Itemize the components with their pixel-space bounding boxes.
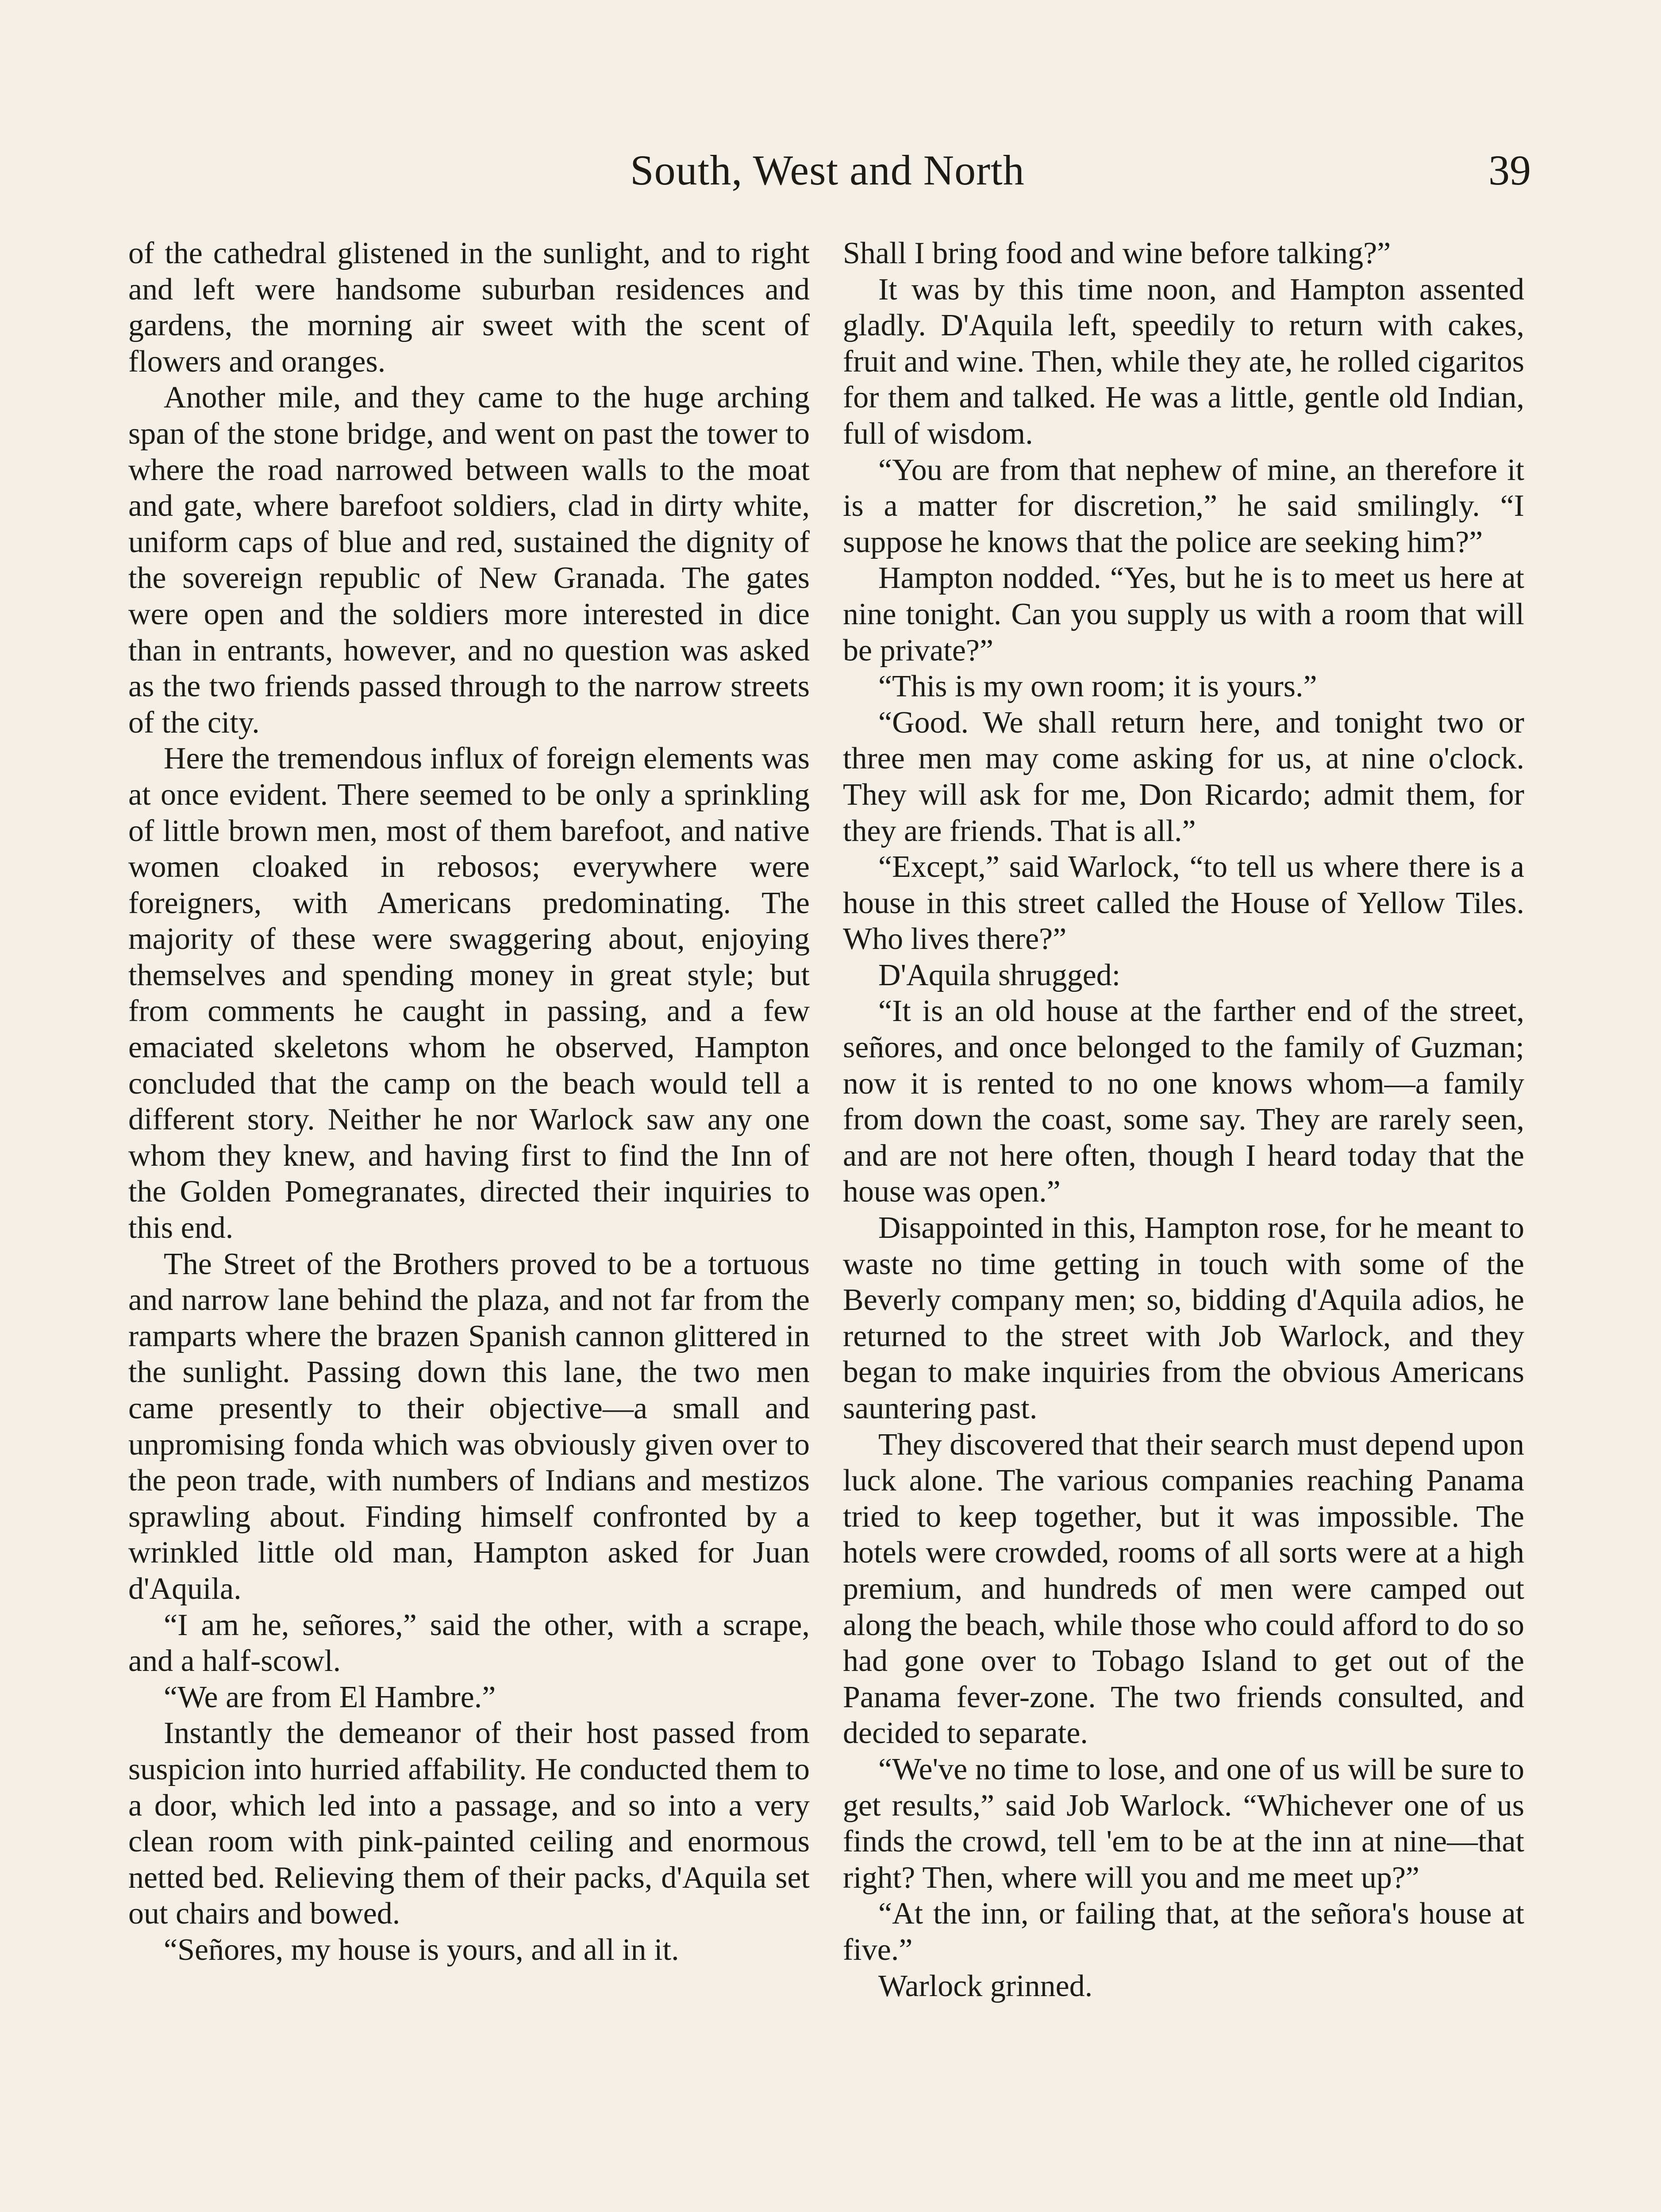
- paragraph: Instantly the demeanor of their host passed from suspicion into hurried affability. He conducted them to a door, which led into a passage, and so into a very clean room with pink-painted ceiling and enormous netted bed. Relieving them of their packs, d'Aquila set out chairs and bowed.: [128, 1716, 810, 1931]
- paragraph: “At the inn, or failing that, at the señora's house at five.”: [843, 1897, 1524, 1967]
- paragraph: D'Aquila shrugged:: [878, 958, 1121, 992]
- paragraph: It was by this time noon, and Hampton assented gladly. D'Aquila left, speedily to return with cakes, fruit and wine. Then, while they ate, he rolled cigaritos for them and talked. He was a little, gentle old Indian, full of wisdom.: [843, 272, 1524, 451]
- paragraph: “Good. We shall return here, and tonight two or three men may come asking for us, at nine o'clock. They will ask for me, Don Ricardo; admit them, for they are friends. That is all.”: [843, 705, 1524, 848]
- left-column: [128, 235, 810, 1968]
- paragraph: Here the tremendous influx of foreign elements was at once evident. There seemed to be only a sprinkling of little brown men, most of them barefoot, and native women cloaked in rebosos; everywhere were foreigners, with Americans predominating. The majority of these were swaggering about, enjoying themselves and spending money in great style; but from comments he caught in passing, and a few emaciated skeletons whom he observed, Hampton concluded that the camp on the beach would tell a different story. Neither he nor Warlock saw any one whom they knew, and having first to find the Inn of the Golden Pomegranates, directed their inquiries to this end.: [128, 741, 810, 1245]
- paragraph: “You are from that nephew of mine, an therefore it is a matter for discretion,” he said smilingly. “I suppose he knows that the police are seeking him?”: [843, 453, 1524, 559]
- paragraph: The Street of the Brothers proved to be a tortuous and narrow lane behind the plaza, and not far from the ramparts where the brazen Spanish cannon glittered in the sunlight. Passing down this lane, the two men came presently to their objective—a small and unpromising fonda which was obviously given over to the peon trade, with numbers of Indians and mestizos sprawling about. Finding himself confronted by a wrinkled little old man, Hampton asked for Juan d'Aquila.: [128, 1247, 810, 1606]
- paragraph: Hampton nodded. “Yes, but he is to meet us here at nine tonight. Can you supply us with a room that will be private?”: [843, 561, 1524, 668]
- running-head: [124, 137, 1531, 204]
- paragraph: Shall I bring food and wine before talking?”: [843, 236, 1391, 270]
- paragraph: “I am he, señores,” said the other, with a scrape, and a half-scowl.: [128, 1608, 810, 1678]
- paragraph: “Señores, my house is yours, and all in it.: [164, 1932, 679, 1967]
- paragraph: “It is an old house at the farther end of the street, señores, and once belonged to the family of Guzman; now it is rented to no one knows whom—a family from down the coast, some say. They are rarely seen, and are not here often, though I heard today that the house was open.”: [843, 994, 1524, 1209]
- paragraph: They discovered that their search must depend upon luck alone. The various companies reaching Panama tried to keep together, but it was impossible. The hotels were crowded, rooms of all sorts were at a high premium, and hundreds of men were camped out along the beach, while those who could afford to do so had gone over to Tobago Island to get out of the Panama fever-zone. The two friends consulted, and decided to separate.: [843, 1427, 1524, 1751]
- right-column: [843, 235, 1524, 2004]
- paragraph: “This is my own room; it is yours.”: [878, 669, 1317, 704]
- page-title: South, West and North: [630, 146, 1025, 194]
- paragraph: Disappointed in this, Hampton rose, for he meant to waste no time getting in touch with some of the Beverly company men; so, bidding d'Aquila adios, he returned to the street with Job Warlock, and they began to make inquiries from the obvious Americans sauntering past.: [843, 1211, 1524, 1425]
- page-number: 39: [1488, 146, 1531, 194]
- paragraph: “We are from El Hambre.”: [164, 1680, 496, 1714]
- paragraph: Another mile, and they came to the huge arching span of the stone bridge, and went on past the tower to where the road narrowed between walls to the moat and gate, where barefoot soldiers, clad in dirty white, uniform caps of blue and red, sustained the dignity of the sovereign republic of New Granada. The gates were open and the soldiers more interested in dice than in entrants, however, and no question was asked as the two friends passed through to the narrow streets of the city.: [128, 380, 810, 740]
- paragraph: Warlock grinned.: [878, 1969, 1093, 2003]
- paragraph: “We've no time to lose, and one of us will be sure to get results,” said Job Warlock. “Whichever one of us finds the crowd, tell 'em to be at the inn at nine—that right? Then, where will you and me meet up?”: [843, 1752, 1524, 1895]
- paragraph: “Except,” said Warlock, “to tell us where there is a house in this street called the House of Yellow Tiles. Who lives there?”: [843, 850, 1524, 956]
- paragraph: of the cathedral glistened in the sunlight, and to right and left were handsome suburban residences and gardens, the morning air sweet with the scent of flowers and oranges.: [128, 236, 810, 379]
